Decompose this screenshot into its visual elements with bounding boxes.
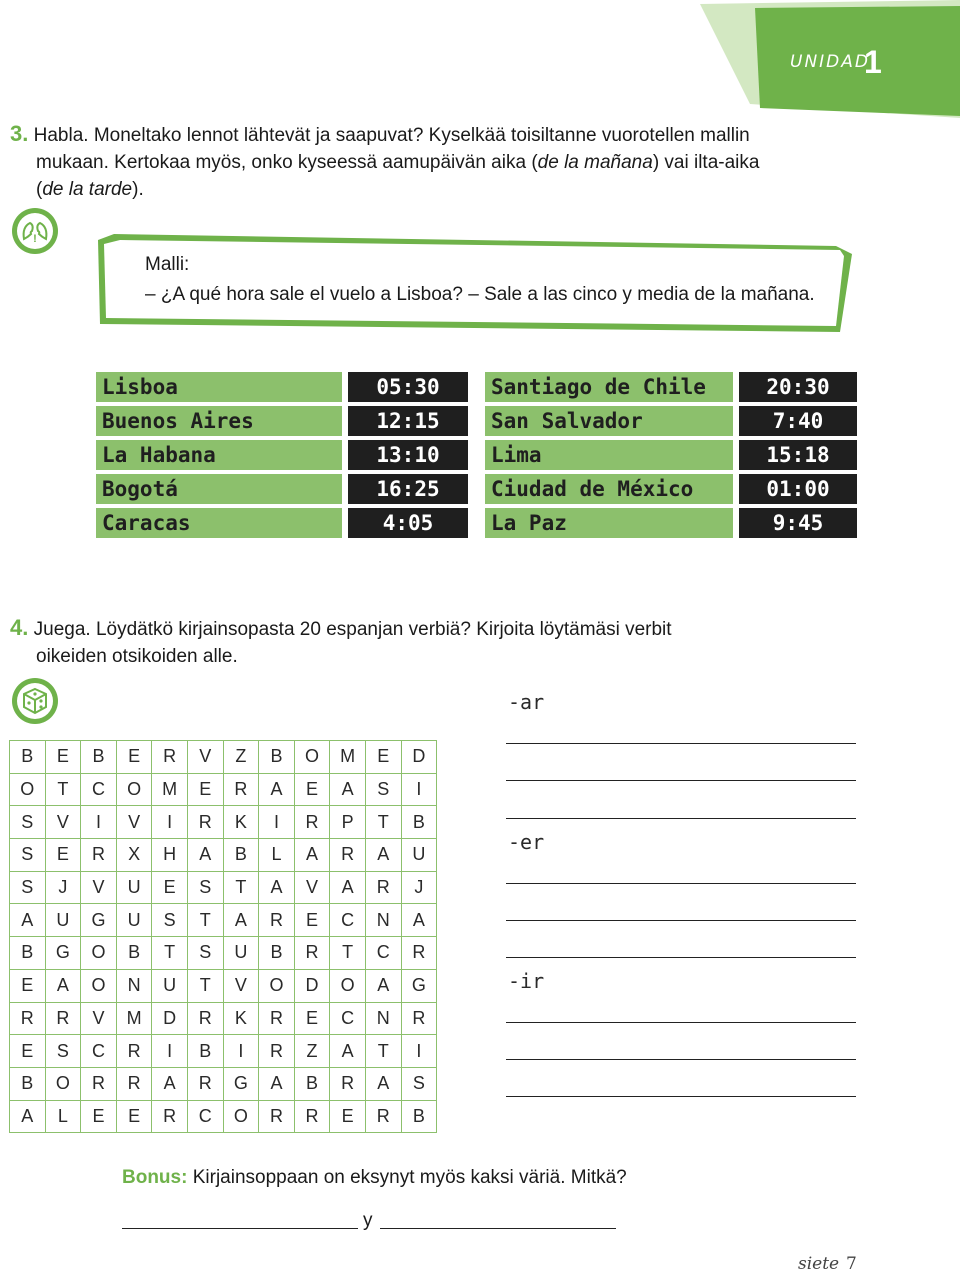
flight-time: 12:15	[348, 406, 468, 436]
grid-letter[interactable]: G	[45, 937, 81, 970]
grid-letter[interactable]: C	[187, 1100, 223, 1133]
grid-row	[10, 1100, 437, 1133]
word-search-grid	[9, 740, 437, 1133]
grid-letter[interactable]: J	[45, 871, 81, 904]
grid-letter[interactable]: O	[223, 1100, 259, 1133]
flight-time: 9:45	[739, 508, 857, 538]
page-word: siete	[798, 1254, 840, 1274]
flight-time: 7:40	[739, 406, 857, 436]
flight-time: 16:25	[348, 474, 468, 504]
flight-rows-right	[485, 372, 857, 538]
flight-table-left	[96, 368, 468, 542]
grid-letter[interactable]: S	[45, 1035, 81, 1068]
grid-letter[interactable]: O	[259, 969, 295, 1002]
grid-letter[interactable]: R	[259, 1035, 295, 1068]
grid-letter[interactable]: T	[223, 871, 259, 904]
grid-letter[interactable]: B	[10, 1067, 46, 1100]
exercise-3-line3	[10, 176, 860, 203]
dice-icon	[10, 676, 60, 726]
grid-letter[interactable]: E	[365, 741, 401, 774]
answer-line[interactable]	[506, 818, 856, 819]
grid-letter[interactable]: A	[365, 1067, 401, 1100]
grid-letter[interactable]: U	[116, 904, 152, 937]
grid-letter[interactable]: J	[401, 871, 437, 904]
grid-letter[interactable]: V	[294, 871, 330, 904]
grid-row	[10, 1002, 437, 1035]
flight-row	[96, 406, 468, 436]
flight-time: 20:30	[739, 372, 857, 402]
grid-letter[interactable]: E	[330, 1100, 366, 1133]
grid-letter[interactable]: U	[45, 904, 81, 937]
grid-letter[interactable]: S	[401, 1067, 437, 1100]
grid-letter[interactable]: T	[187, 904, 223, 937]
grid-letter[interactable]: V	[223, 969, 259, 1002]
bonus-connector: y	[363, 1210, 373, 1231]
grid-letter[interactable]: U	[116, 871, 152, 904]
grid-letter[interactable]: B	[10, 937, 46, 970]
grid-letter[interactable]: B	[401, 1100, 437, 1133]
grid-letter[interactable]: A	[330, 773, 366, 806]
grid-letter[interactable]: U	[152, 969, 188, 1002]
grid-letter[interactable]: G	[81, 904, 117, 937]
grid-letter[interactable]: O	[330, 969, 366, 1002]
grid-letter[interactable]: N	[365, 904, 401, 937]
flight-city: La Paz	[485, 508, 733, 538]
grid-letter[interactable]: A	[401, 904, 437, 937]
unit-label: UNIDAD	[790, 52, 870, 72]
grid-letter[interactable]: G	[223, 1067, 259, 1100]
exercise-4-instructions	[10, 614, 860, 670]
grid-letter[interactable]: D	[152, 1002, 188, 1035]
grid-letter[interactable]: M	[330, 741, 366, 774]
unit-number: 1	[864, 44, 882, 80]
grid-letter[interactable]: R	[365, 871, 401, 904]
grid-letter[interactable]: I	[152, 1035, 188, 1068]
grid-letter[interactable]: P	[330, 806, 366, 839]
grid-letter[interactable]: N	[116, 969, 152, 1002]
grid-letter[interactable]: V	[116, 806, 152, 839]
grid-letter[interactable]: R	[187, 1067, 223, 1100]
grid-letter[interactable]: C	[330, 1002, 366, 1035]
grid-letter[interactable]: R	[10, 1002, 46, 1035]
grid-letter[interactable]: R	[330, 839, 366, 872]
grid-letter[interactable]: C	[81, 1035, 117, 1068]
svg-text:!: !	[33, 233, 37, 245]
grid-letter[interactable]: A	[259, 773, 295, 806]
grid-letter[interactable]: T	[152, 937, 188, 970]
grid-letter[interactable]: V	[187, 741, 223, 774]
exercise-3-instructions	[10, 120, 860, 203]
grid-letter[interactable]: O	[81, 937, 117, 970]
exercise-4-number: 4.	[10, 615, 29, 640]
grid-letter[interactable]: R	[294, 1100, 330, 1133]
grid-letter[interactable]: T	[365, 1035, 401, 1068]
grid-letter[interactable]: R	[401, 1002, 437, 1035]
grid-letter[interactable]: S	[152, 904, 188, 937]
grid-letter[interactable]: I	[401, 773, 437, 806]
grid-letter[interactable]: I	[81, 806, 117, 839]
flight-city: Lima	[485, 440, 733, 470]
grid-letter[interactable]: E	[294, 904, 330, 937]
grid-letter[interactable]: I	[259, 806, 295, 839]
grid-letter[interactable]: A	[223, 904, 259, 937]
bonus-label: Bonus:	[122, 1167, 188, 1188]
grid-letter[interactable]: A	[10, 904, 46, 937]
grid-letter[interactable]: V	[81, 871, 117, 904]
grid-letter[interactable]: A	[294, 839, 330, 872]
grid-row	[10, 741, 437, 774]
grid-letter[interactable]: K	[223, 1002, 259, 1035]
answer-line[interactable]	[506, 1059, 856, 1060]
grid-letter[interactable]: I	[223, 1035, 259, 1068]
grid-letter[interactable]: R	[330, 1067, 366, 1100]
grid-letter[interactable]: X	[116, 839, 152, 872]
grid-letter[interactable]: R	[259, 904, 295, 937]
grid-letter[interactable]: R	[81, 839, 117, 872]
grid-letter[interactable]: T	[365, 806, 401, 839]
grid-letter[interactable]: S	[187, 937, 223, 970]
grid-letter[interactable]: A	[187, 839, 223, 872]
bonus-answer-line[interactable]	[380, 1228, 616, 1229]
grid-letter[interactable]: C	[330, 904, 366, 937]
flight-row	[485, 508, 857, 538]
grid-letter[interactable]: H	[152, 839, 188, 872]
flight-city: Ciudad de México	[485, 474, 733, 504]
flight-time: 13:10	[348, 440, 468, 470]
exercise-3-line2b: ) vai ilta-aika	[652, 152, 760, 173]
grid-letter[interactable]: T	[45, 773, 81, 806]
speaking-heads-icon	[10, 206, 60, 256]
grid-letter[interactable]: E	[152, 871, 188, 904]
flight-row	[96, 474, 468, 504]
grid-letter[interactable]: A	[10, 1100, 46, 1133]
grid-letter[interactable]: E	[294, 1002, 330, 1035]
grid-letter[interactable]: M	[116, 1002, 152, 1035]
grid-letter[interactable]: V	[81, 1002, 117, 1035]
flight-row	[485, 440, 857, 470]
page-number: 7	[846, 1254, 857, 1274]
grid-letter[interactable]: E	[187, 773, 223, 806]
grid-letter[interactable]: Z	[294, 1035, 330, 1068]
grid-letter[interactable]: E	[45, 741, 81, 774]
grid-letter[interactable]: B	[401, 806, 437, 839]
grid-letter[interactable]: C	[365, 937, 401, 970]
grid-letter[interactable]: R	[401, 937, 437, 970]
flight-city: Buenos Aires	[96, 406, 342, 436]
grid-row	[10, 904, 437, 937]
flight-rows-left	[96, 372, 468, 538]
grid-row	[10, 937, 437, 970]
grid-letter[interactable]: R	[152, 1100, 188, 1133]
grid-letter[interactable]: R	[365, 1100, 401, 1133]
grid-letter[interactable]: R	[294, 806, 330, 839]
answer-line[interactable]	[506, 957, 856, 958]
grid-row	[10, 773, 437, 806]
exercise-3-number: 3.	[10, 121, 29, 146]
grid-letter[interactable]: E	[116, 1100, 152, 1133]
flight-time: 01:00	[739, 474, 857, 504]
grid-letter[interactable]: R	[294, 937, 330, 970]
grid-letter[interactable]: E	[294, 773, 330, 806]
grid-letter[interactable]: O	[116, 773, 152, 806]
grid-letter[interactable]: B	[10, 741, 46, 774]
answer-line[interactable]	[506, 1022, 856, 1023]
grid-letter[interactable]: T	[187, 969, 223, 1002]
flight-row	[96, 508, 468, 538]
grid-letter[interactable]: M	[152, 773, 188, 806]
exercise-3-line3-italic: de la tarde	[42, 179, 133, 200]
exercise-4-line1: Juega. Löydätkö kirjainsopasta 20 espanjan verbiä? Kirjoita löytämäsi verbit	[33, 619, 672, 640]
grid-letter[interactable]: B	[187, 1035, 223, 1068]
flight-city: San Salvador	[485, 406, 733, 436]
grid-letter[interactable]: B	[116, 937, 152, 970]
grid-letter[interactable]: G	[401, 969, 437, 1002]
flight-row	[485, 406, 857, 436]
exercise-3-line3b: ).	[132, 179, 144, 200]
grid-row	[10, 806, 437, 839]
grid-letter[interactable]: A	[330, 871, 366, 904]
answer-line[interactable]	[506, 1096, 856, 1097]
grid-letter[interactable]: O	[294, 741, 330, 774]
bonus-text: Kirjainsoppaan on eksynyt myös kaksi väriä. Mitkä?	[187, 1167, 627, 1188]
exercise-4-line2: oikeiden otsikoiden alle.	[36, 646, 238, 667]
exercise-3-line2-italic: de la mañana	[537, 152, 653, 173]
grid-letter[interactable]: B	[81, 741, 117, 774]
flight-row	[96, 372, 468, 402]
grid-letter[interactable]: R	[223, 773, 259, 806]
answer-line[interactable]	[506, 883, 856, 884]
grid-row	[10, 1035, 437, 1068]
grid-letter[interactable]: Z	[223, 741, 259, 774]
grid-letter[interactable]: E	[116, 741, 152, 774]
answer-line[interactable]	[506, 780, 856, 781]
ending-er: -er	[508, 830, 545, 854]
exercise-3-line2	[10, 149, 860, 176]
grid-letter[interactable]: R	[187, 806, 223, 839]
grid-letter[interactable]: N	[365, 1002, 401, 1035]
flight-time: 05:30	[348, 372, 468, 402]
bonus-question	[122, 1167, 627, 1189]
grid-letter[interactable]: R	[187, 1002, 223, 1035]
grid-letter[interactable]: L	[259, 839, 295, 872]
grid-letter[interactable]: E	[10, 1035, 46, 1068]
grid-letter[interactable]: U	[223, 937, 259, 970]
grid-letter[interactable]: R	[259, 1100, 295, 1133]
model-dialogue: – ¿A qué hora sale el vuelo a Lisboa? – Sale a las cinco y media de la mañana.	[145, 284, 815, 305]
grid-letter[interactable]: E	[10, 969, 46, 1002]
grid-letter[interactable]: T	[330, 937, 366, 970]
grid-letter[interactable]: A	[45, 969, 81, 1002]
model-label: Malli:	[145, 254, 190, 275]
grid-letter[interactable]: D	[401, 741, 437, 774]
grid-letter[interactable]: A	[152, 1067, 188, 1100]
flight-row	[96, 440, 468, 470]
ending-ar: -ar	[508, 690, 545, 714]
exercise-3-line1: Habla. Moneltako lennot lähtevät ja saapuvat? Kyselkää toisiltanne vuorotellen mallin	[33, 125, 750, 146]
grid-letter[interactable]: A	[330, 1035, 366, 1068]
grid-letter[interactable]: K	[223, 806, 259, 839]
grid-letter[interactable]: S	[10, 871, 46, 904]
grid-letter[interactable]: O	[10, 773, 46, 806]
grid-letter[interactable]: B	[259, 937, 295, 970]
grid-letter[interactable]: S	[10, 839, 46, 872]
flight-city: Lisboa	[96, 372, 342, 402]
grid-letter[interactable]: B	[259, 741, 295, 774]
grid-letter[interactable]: D	[294, 969, 330, 1002]
flight-city: Santiago de Chile	[485, 372, 733, 402]
grid-letter[interactable]: R	[81, 1067, 117, 1100]
grid-row	[10, 871, 437, 904]
grid-row	[10, 1067, 437, 1100]
grid-letter[interactable]: S	[187, 871, 223, 904]
grid-letter[interactable]: C	[81, 773, 117, 806]
answer-line[interactable]	[506, 920, 856, 921]
grid-letter[interactable]: V	[45, 806, 81, 839]
grid-letter[interactable]: R	[116, 1067, 152, 1100]
flight-table-right	[485, 368, 857, 542]
grid-row	[10, 839, 437, 872]
grid-letter[interactable]: E	[81, 1100, 117, 1133]
grid-letter[interactable]: R	[259, 1002, 295, 1035]
ending-ir: -ir	[508, 969, 545, 993]
grid-letter[interactable]: S	[365, 773, 401, 806]
grid-letter[interactable]: A	[259, 871, 295, 904]
grid-letter[interactable]: L	[45, 1100, 81, 1133]
grid-letter[interactable]: I	[401, 1035, 437, 1068]
grid-letter[interactable]: E	[45, 839, 81, 872]
grid-letter[interactable]: U	[401, 839, 437, 872]
grid-letter[interactable]: R	[116, 1035, 152, 1068]
grid-letter[interactable]: R	[152, 741, 188, 774]
grid-letter[interactable]: R	[45, 1002, 81, 1035]
bonus-answer-line[interactable]	[122, 1228, 358, 1229]
grid-letter[interactable]: I	[152, 806, 188, 839]
grid-letter[interactable]: B	[294, 1067, 330, 1100]
flight-row	[485, 474, 857, 504]
flight-time: 15:18	[739, 440, 857, 470]
flight-time: 4:05	[348, 508, 468, 538]
grid-letter[interactable]: O	[45, 1067, 81, 1100]
flight-city: La Habana	[96, 440, 342, 470]
grid-letter[interactable]: O	[81, 969, 117, 1002]
grid-letter[interactable]: A	[259, 1067, 295, 1100]
grid-letter[interactable]: A	[365, 839, 401, 872]
answer-line[interactable]	[506, 743, 856, 744]
flight-city: Bogotá	[96, 474, 342, 504]
grid-letter[interactable]: B	[223, 839, 259, 872]
exercise-3-line2a: mukaan. Kertokaa myös, onko kyseessä aamupäivän aika (	[36, 152, 538, 173]
flight-row	[485, 372, 857, 402]
grid-letter[interactable]: A	[365, 969, 401, 1002]
exercise-3-line3a: (	[36, 179, 43, 200]
flight-city: Caracas	[96, 508, 342, 538]
grid-row	[10, 969, 437, 1002]
word-search-rows	[10, 741, 437, 1133]
grid-letter[interactable]: S	[10, 806, 46, 839]
